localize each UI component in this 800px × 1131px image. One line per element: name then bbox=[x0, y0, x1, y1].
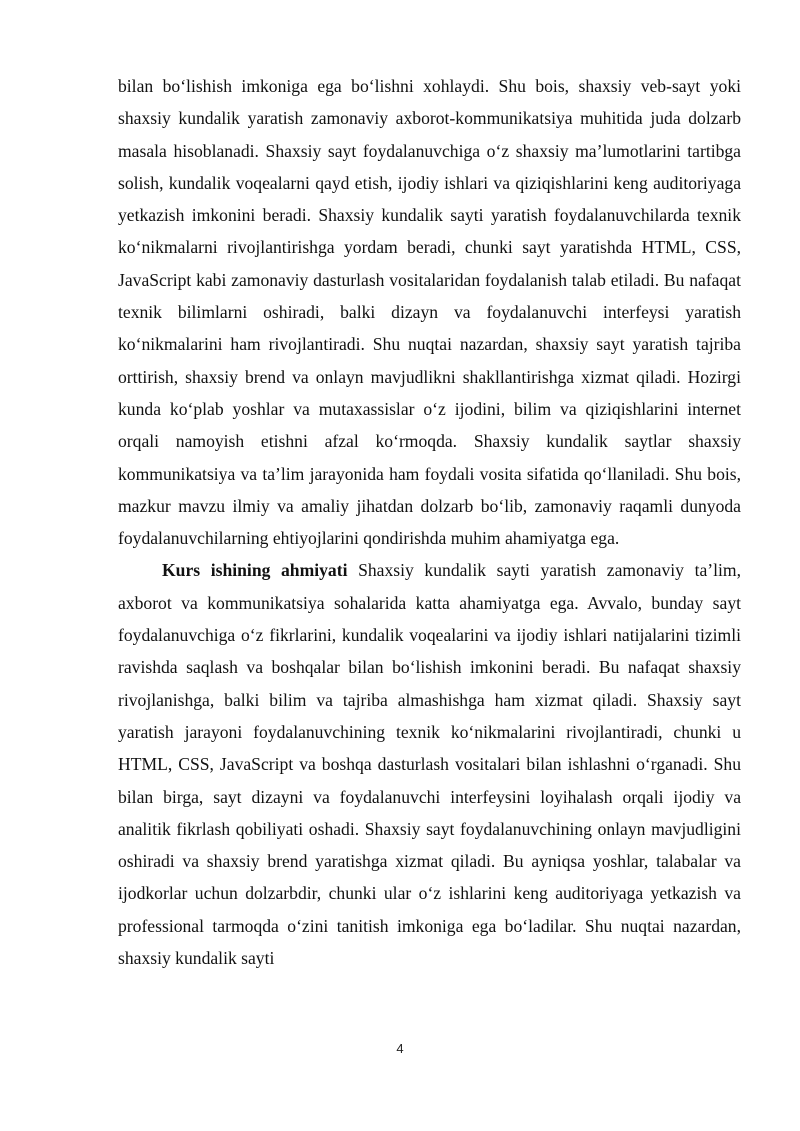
page-number: 4 bbox=[396, 1041, 404, 1056]
document-page bbox=[118, 70, 741, 974]
paragraph-continuation: bilan bo‘lishish imkoniga ega bo‘lishni xohlaydi. Shu bois, shaxsiy veb-sayt yoki shaxsiy kundalik yaratish zamonaviy axborot-kommunikatsiya muhitida juda dolzarb masala hisoblanadi. Shaxsiy sayt foydalanuvchiga o‘z shaxsiy ma’lumotlarini tartibga solish, kundalik voqealarni qayd etish, ijodiy ishlari va qiziqishlarini keng auditoriyaga yetkazish imkonini beradi. Shaxsiy kundalik sayti yaratish foydalanuvchilarda texnik ko‘nikmalarni rivojlantirishga yordam beradi, chunki sayt yaratishda HTML, CSS, JavaScript kabi zamonaviy dasturlash vositalaridan foydalanish talab etiladi. Bu nafaqat texnik bilimlarni oshiradi, balki dizayn va foydalanuvchi interfeysi yaratish ko‘nikmalarini ham rivojlantiradi. Shu nuqtai nazardan, shaxsiy sayt yaratish tajriba orttirish, shaxsiy brend va onlayn mavjudlikni shakllantirishga xizmat qiladi. Hozirgi kunda ko‘plab yoshlar va mutaxassislar o‘z ijodini, bilim va qiziqishlarini internet orqali namoyish etishni afzal ko‘rmoqda. Shaxsiy kundalik saytlar shaxsiy kommunikatsiya va ta’lim jarayonida ham foydali vosita sifatida qo‘llaniladi. Shu bois, mazkur mavzu ilmiy va amaliy jihatdan dolzarb bo‘lib, zamonaviy raqamli dunyoda foydalanuvchilarning ehtiyojlarini qondirishda muhim ahamiyatga ega. bbox=[118, 76, 741, 549]
paragraph-body-text: Shaxsiy kundalik sayti yaratish zamonaviy ta’lim, axborot va kommunikatsiya sohalarida katta ahamiyatga ega. Avvalo, bunday sayt foydalanuvchiga o‘z fikrlarini, kundalik voqealarini va ijodiy ishlari natijalarini tizimli ravishda saqlash va boshqalar bilan bo‘lishish imkonini beradi. Bu nafaqat shaxsiy rivojlanishga, balki bilim va tajriba almashishga ham xizmat qiladi. Shaxsiy sayt yaratish jarayoni foydalanuvchining texnik ko‘nikmalarini rivojlantiradi, chunki u HTML, CSS, JavaScript va boshqa dasturlash vositalari bilan ishlashni o‘rganadi. Shu bilan birga, sayt dizayni va foydalanuvchi interfeysini loyihalash orqali ijodiy va analitik fikrlash qobiliyati oshadi. Shaxsiy sayt foydalanuvchining onlayn mavjudligini oshiradi va shaxsiy brend yaratishga xizmat qiladi. Bu ayniqsa yoshlar, talabalar va ijodkorlar uchun dolzarbdir, chunki ular o‘z ishlarini keng auditoriyaga yetkazish va professional tarmoqda o‘zini tanitish imkoniga ega bo‘ladilar. Shu nuqtai nazardan, shaxsiy kundalik sayti bbox=[118, 560, 741, 969]
section-lead-heading: Kurs ishining ahmiyati bbox=[162, 560, 348, 581]
paragraph-course-significance bbox=[118, 554, 741, 974]
